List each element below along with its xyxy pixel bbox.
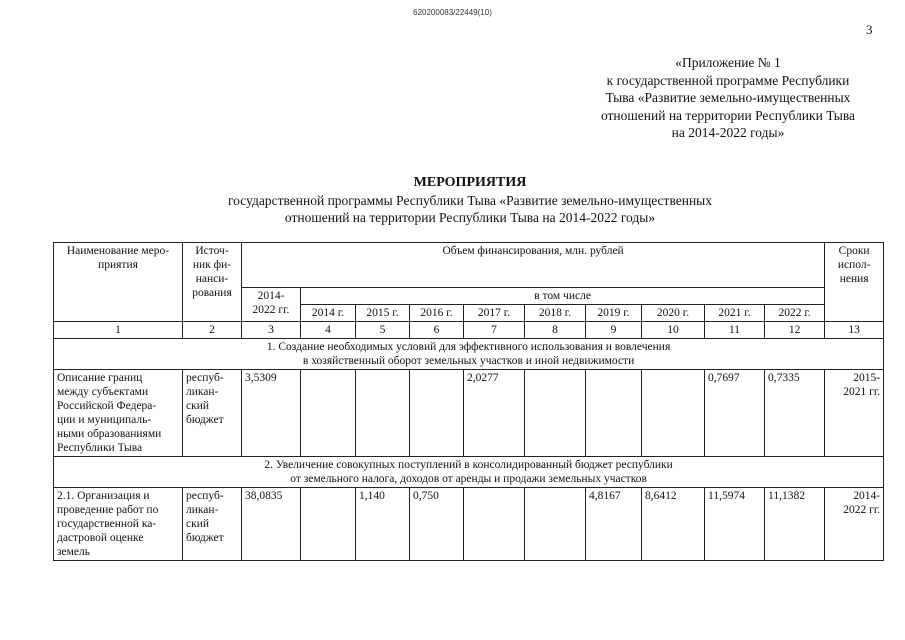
- section-title: 2. Увеличение совокупных поступлений в консолидированный бюджет республики от земельного налога, доходов от аренды и продажи земельных участков: [54, 457, 884, 488]
- column-number: 2: [183, 322, 242, 339]
- appendix-line: Тыва «Развитие земельно-имущественных: [605, 90, 851, 105]
- funding-source: респуб- ликан- ский бюджет: [183, 488, 242, 561]
- header-year: 2014 г.: [301, 305, 356, 322]
- header-year: 2022 г.: [765, 305, 825, 322]
- header-source: Источ- ник фи- нанси- рования: [183, 243, 242, 322]
- amount-2022: 11,1382: [765, 488, 825, 561]
- amount-total: 3,5309: [242, 370, 301, 457]
- column-number: 4: [301, 322, 356, 339]
- header-funding: Объем финансирования, млн. рублей: [242, 243, 825, 288]
- amount-2018: [525, 370, 586, 457]
- column-number: 8: [525, 322, 586, 339]
- header-terms: Сроки испол- нения: [825, 243, 884, 322]
- amount-2015: 1,140: [356, 488, 410, 561]
- section-title-row: [54, 457, 884, 488]
- column-number: 13: [825, 322, 884, 339]
- amount-2021: 0,7697: [705, 370, 765, 457]
- header-year: 2017 г.: [464, 305, 525, 322]
- appendix-note: [560, 54, 896, 142]
- title-subline: отношений на территории Республики Тыва на 2014-2022 годы»: [284, 210, 656, 225]
- header-year: 2019 г.: [586, 305, 642, 322]
- amount-2020: 8,6412: [642, 488, 705, 561]
- amount-2014: [301, 370, 356, 457]
- header-year: 2015 г.: [356, 305, 410, 322]
- measure-name: Описание границ между субъектами Российской Федера- ции и муниципаль- ными образованиями Республики Тыва: [54, 370, 183, 457]
- header-year: 2018 г.: [525, 305, 586, 322]
- column-number: 9: [586, 322, 642, 339]
- page-number: 3: [866, 22, 873, 37]
- table-row: [54, 370, 884, 457]
- amount-2022: 0,7335: [765, 370, 825, 457]
- execution-terms: 2014- 2022 гг.: [825, 488, 884, 561]
- section-title: 1. Создание необходимых условий для эффективного использования и вовлечения в хозяйственный оборот земельных участков и иной недвижимости: [54, 339, 884, 370]
- column-number: 3: [242, 322, 301, 339]
- column-number: 6: [410, 322, 464, 339]
- amount-2017: [464, 488, 525, 561]
- column-number: 10: [642, 322, 705, 339]
- document-title: [140, 174, 800, 227]
- appendix-line: на 2014-2022 годы»: [671, 125, 785, 140]
- table-row: [54, 488, 884, 561]
- header-row: [54, 243, 884, 288]
- column-number: 7: [464, 322, 525, 339]
- amount-2018: [525, 488, 586, 561]
- appendix-line: к государственной программе Республики: [606, 72, 850, 88]
- amount-2016: [410, 370, 464, 457]
- header-name: Наименование меро- приятия: [54, 243, 183, 322]
- funding-source: респуб- ликан- ский бюджет: [183, 370, 242, 457]
- column-number: 11: [705, 322, 765, 339]
- column-number: 1: [54, 322, 183, 339]
- header-year: 2020 г.: [642, 305, 705, 322]
- column-number: 5: [356, 322, 410, 339]
- appendix-line: «Приложение № 1: [675, 55, 781, 70]
- document-code: 620200083/22449(10): [413, 8, 492, 17]
- title-subline: государственной программы Республики Тыва «Развитие земельно-имущественных: [227, 192, 713, 208]
- amount-2019: [586, 370, 642, 457]
- amount-2014: [301, 488, 356, 561]
- amount-total: 38,0835: [242, 488, 301, 561]
- amount-2021: 11,5974: [705, 488, 765, 561]
- amount-2017: 2,0277: [464, 370, 525, 457]
- header-year: 2021 г.: [705, 305, 765, 322]
- amount-2019: 4,8167: [586, 488, 642, 561]
- measure-name: 2.1. Организация и проведение работ по государственной ка- дастровой оценке земель: [54, 488, 183, 561]
- header-including: в том числе: [301, 288, 825, 305]
- amount-2016: 0,750: [410, 488, 464, 561]
- appendix-line: отношений на территории Республики Тыва: [600, 107, 856, 123]
- column-number: 12: [765, 322, 825, 339]
- header-total: 2014- 2022 гг.: [242, 288, 301, 322]
- column-number-row: [54, 322, 884, 339]
- execution-terms: 2015- 2021 гг.: [825, 370, 884, 457]
- measures-table: [53, 242, 884, 561]
- header-year: 2016 г.: [410, 305, 464, 322]
- amount-2015: [356, 370, 410, 457]
- amount-2020: [642, 370, 705, 457]
- page-title: МЕРОПРИЯТИЯ: [413, 175, 527, 190]
- section-title-row: [54, 339, 884, 370]
